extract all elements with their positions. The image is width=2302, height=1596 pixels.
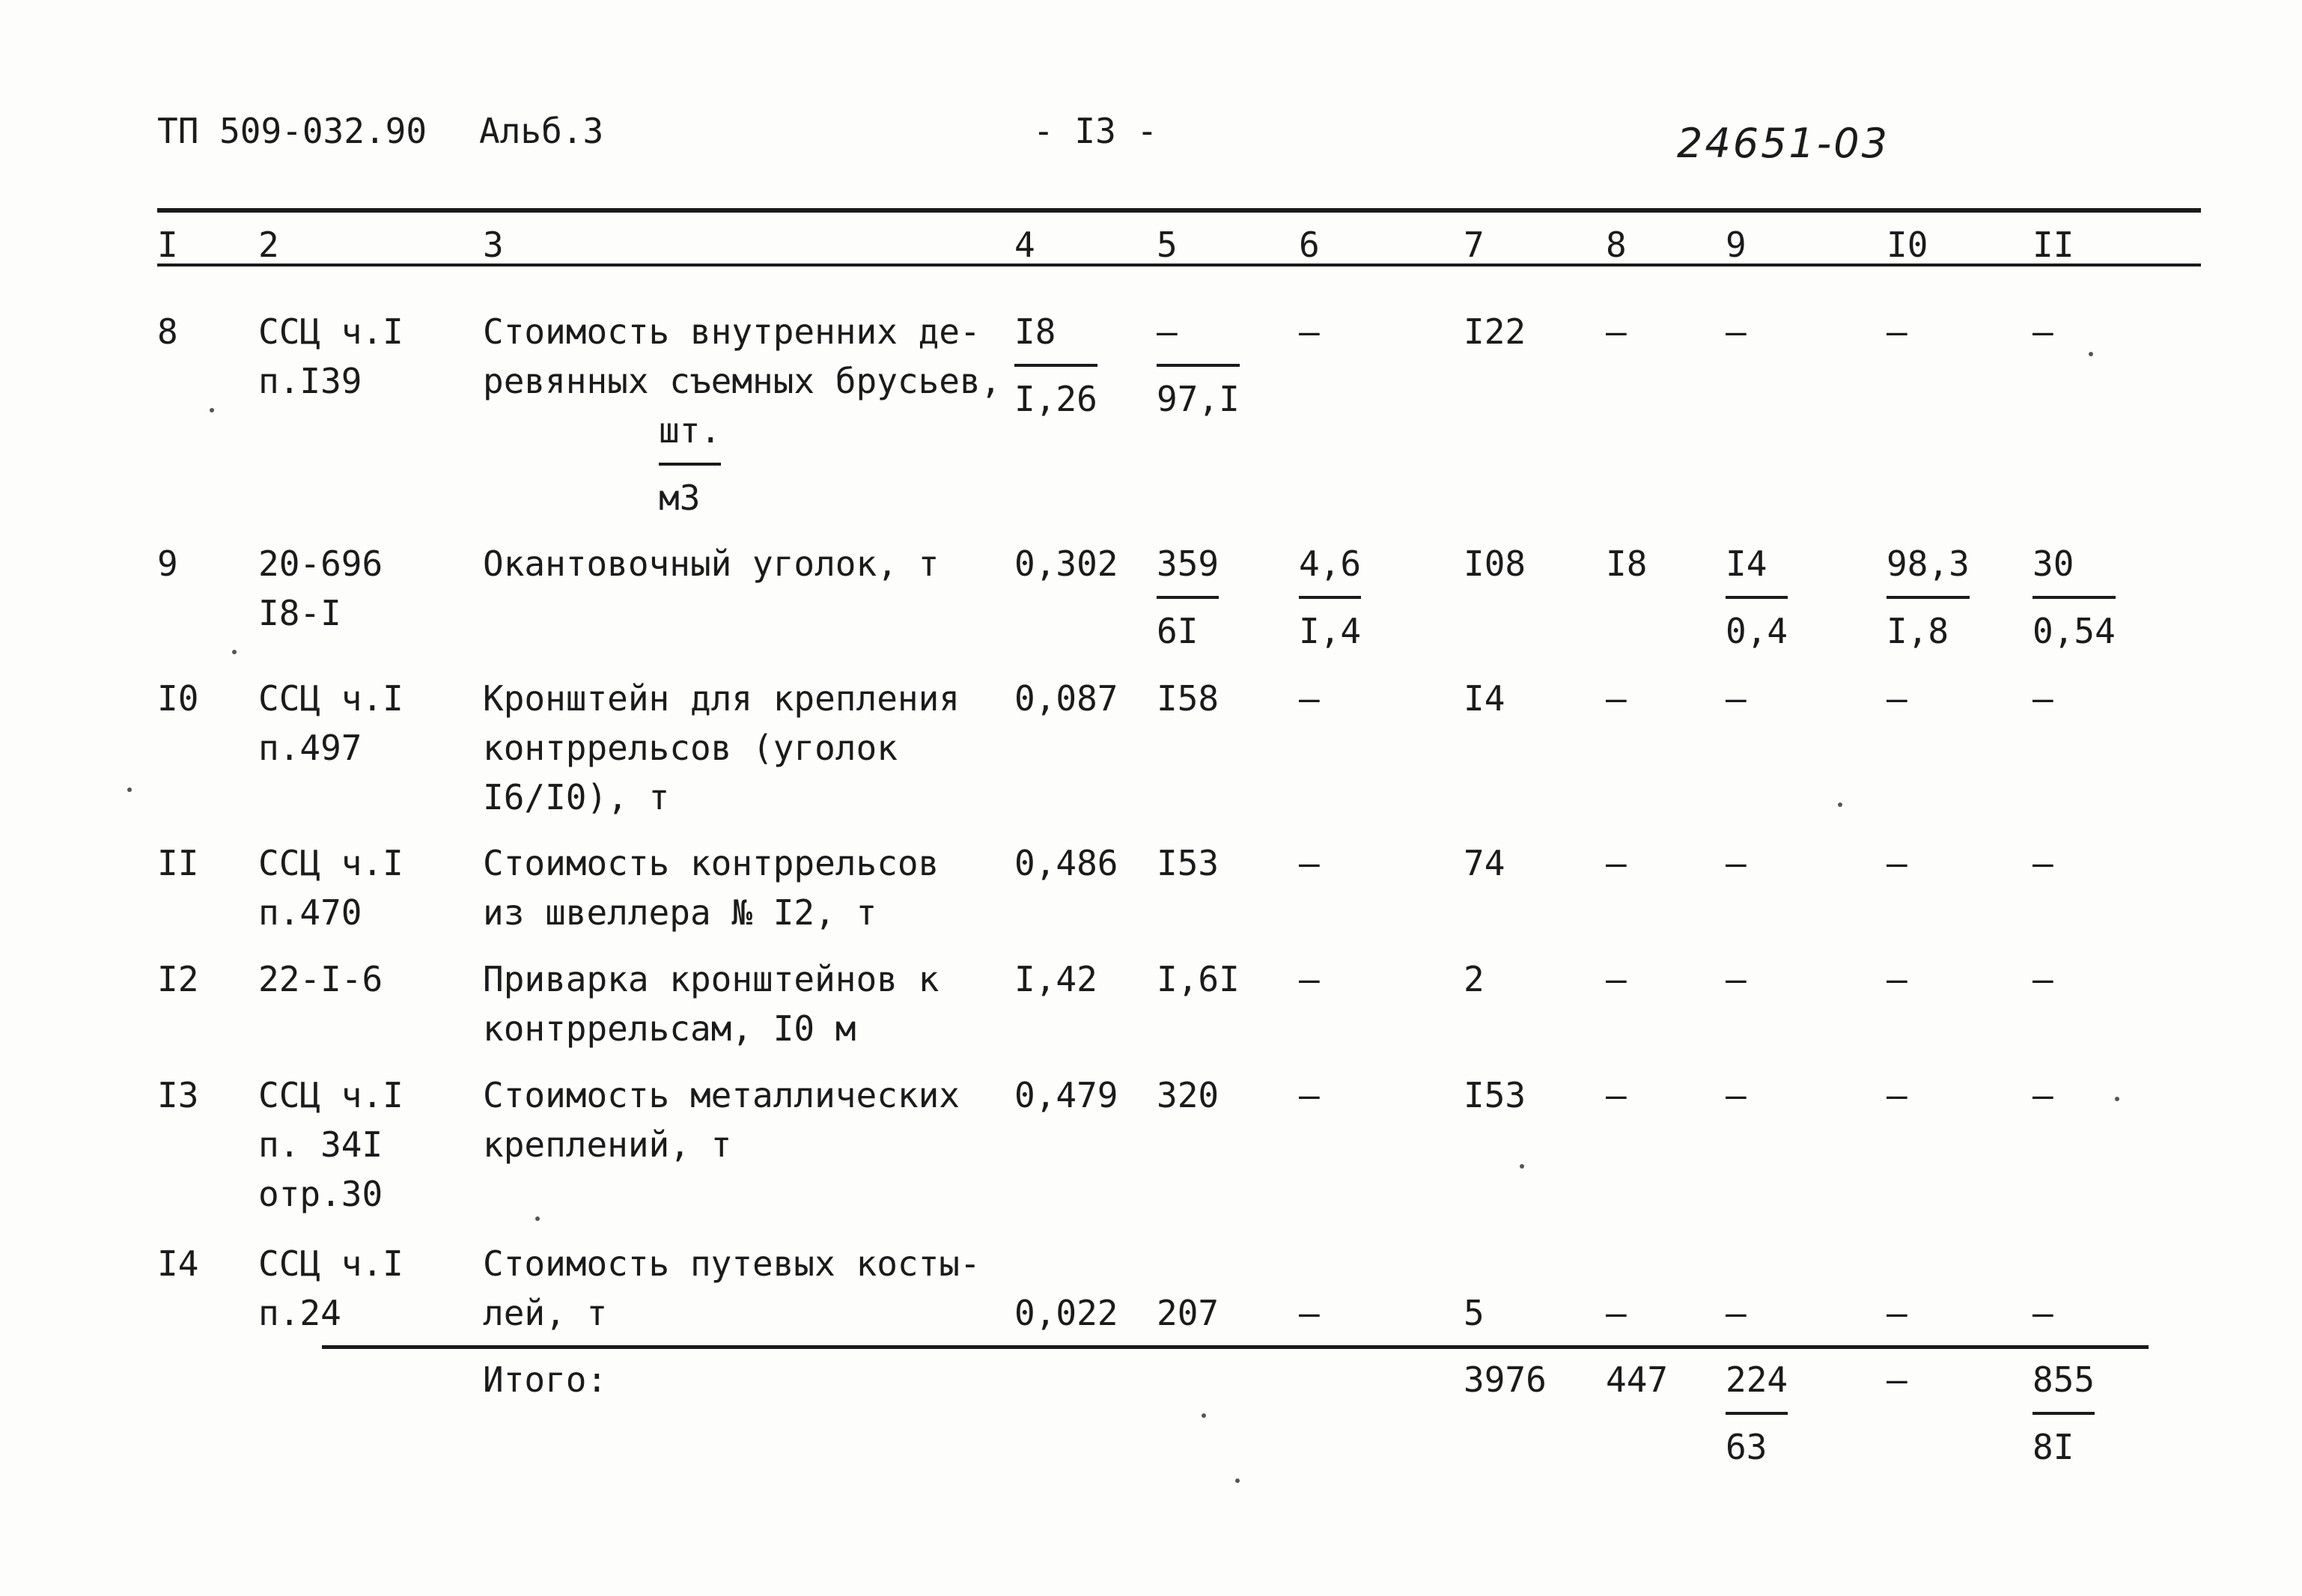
column-6-value: – xyxy=(1299,1075,1320,1115)
column-6-value: – xyxy=(1299,1293,1320,1333)
price-reference-line: п.I39 xyxy=(258,361,362,401)
column-6-value: – xyxy=(1299,959,1320,999)
column-11-value: – xyxy=(2032,843,2053,883)
column-number: 4 xyxy=(1014,225,1035,265)
price-reference xyxy=(258,1239,404,1338)
fraction xyxy=(1299,539,1361,656)
numerator: 30 xyxy=(2032,539,2116,599)
fraction xyxy=(1726,539,1788,656)
price-reference-line: I8-I xyxy=(258,593,341,633)
column-11-value: – xyxy=(2032,1075,2053,1115)
column-8-value: – xyxy=(1606,311,1627,352)
column-8-value: – xyxy=(1606,678,1627,719)
price-reference-line: п. 34I xyxy=(258,1124,383,1165)
column-9-value: – xyxy=(1726,678,1747,719)
description-line: Стоимость контррельсов xyxy=(483,843,940,883)
inventory-number: 24651-03 xyxy=(1677,120,1890,167)
row-number: I4 xyxy=(157,1243,199,1284)
numerator: 98,3 xyxy=(1887,539,1970,599)
column-6-value: – xyxy=(1299,843,1320,883)
total-column-10: – xyxy=(1887,1359,1907,1400)
column-5-value xyxy=(1157,539,1219,656)
description-line: I6/I0), т xyxy=(483,777,670,817)
description-line: Стоимость металлических xyxy=(483,1075,960,1115)
column-11-value: – xyxy=(2032,678,2053,719)
item-description xyxy=(483,674,960,822)
column-7-value: 5 xyxy=(1464,1293,1485,1333)
denominator: I,4 xyxy=(1299,611,1362,651)
column-7-value: I22 xyxy=(1464,311,1526,352)
column-8-value: – xyxy=(1606,1293,1627,1333)
column-9-value: – xyxy=(1726,311,1747,352)
fraction xyxy=(2032,539,2116,656)
column-4-value: 0,479 xyxy=(1014,1075,1118,1115)
column-7-value: I08 xyxy=(1464,543,1526,584)
column-9-value: – xyxy=(1726,1293,1747,1333)
column-10-value xyxy=(1887,539,1970,656)
price-reference xyxy=(258,307,404,406)
item-description xyxy=(483,954,939,1053)
column-4-value: 0,087 xyxy=(1014,678,1118,719)
numerator: 4,6 xyxy=(1299,539,1361,599)
description-line: ревянных съемных брусьев, xyxy=(483,361,1002,401)
column-10-value: – xyxy=(1887,1293,1907,1333)
description-line: Окантовочный уголок, т xyxy=(483,543,940,584)
description-line: из швеллера № I2, т xyxy=(483,892,877,933)
description-line: контррельсов (уголок xyxy=(483,728,898,768)
item-description xyxy=(483,539,939,588)
description-line: лей, т xyxy=(483,1293,608,1333)
numerator: – xyxy=(1157,307,1240,367)
total-rule xyxy=(322,1345,2149,1349)
numerator: 855 xyxy=(2032,1355,2095,1415)
column-10-value: – xyxy=(1887,959,1907,999)
price-reference-line: п.470 xyxy=(258,892,362,933)
column-11-value: – xyxy=(2032,959,2053,999)
scan-speck xyxy=(127,788,132,792)
column-4-value xyxy=(1014,307,1097,424)
column-number: II xyxy=(2032,225,2074,265)
column-11-value xyxy=(2032,539,2116,656)
column-number: 8 xyxy=(1606,225,1627,265)
price-reference xyxy=(258,838,404,937)
column-9-value: – xyxy=(1726,1075,1747,1115)
price-reference-line: п.497 xyxy=(258,728,362,768)
column-9-value: – xyxy=(1726,843,1747,883)
denominator: 63 xyxy=(1726,1427,1767,1467)
fraction xyxy=(1726,1355,1788,1472)
row-number: I0 xyxy=(157,678,199,719)
column-6-value: – xyxy=(1299,678,1320,719)
scan-speck xyxy=(1838,802,1842,807)
total-column-7: 3976 xyxy=(1464,1359,1547,1400)
denominator: I,26 xyxy=(1014,379,1097,419)
numerator: шт. xyxy=(659,406,721,466)
column-number: 7 xyxy=(1464,225,1485,265)
price-reference-line: 20-696 xyxy=(258,543,383,584)
column-5-value: I,6I xyxy=(1157,959,1240,999)
row-number: 8 xyxy=(157,311,178,352)
denominator: 8I xyxy=(2032,1427,2074,1467)
total-column-9 xyxy=(1726,1355,1788,1472)
column-number-row xyxy=(0,225,2302,269)
column-number: 6 xyxy=(1299,225,1320,265)
column-number: 3 xyxy=(483,225,504,265)
scan-speck xyxy=(1202,1413,1206,1418)
column-7-value: 2 xyxy=(1464,959,1485,999)
denominator: м3 xyxy=(659,478,701,518)
column-8-value: I8 xyxy=(1606,543,1648,584)
description-line: контррельсам, I0 м xyxy=(483,1008,856,1049)
column-number: 2 xyxy=(258,225,279,265)
document-code: ТП 509-032.90 xyxy=(157,111,427,151)
numerator: I4 xyxy=(1726,539,1788,599)
fraction xyxy=(1157,539,1219,656)
page-number: - I3 - xyxy=(1033,111,1158,151)
total-label: Итого: xyxy=(483,1359,608,1400)
description-line: креплений, т xyxy=(483,1124,732,1165)
column-8-value: – xyxy=(1606,1075,1627,1115)
item-description xyxy=(483,307,1001,406)
column-8-value: – xyxy=(1606,959,1627,999)
price-reference xyxy=(258,954,383,1004)
column-11-value: – xyxy=(2032,1293,2053,1333)
column-number: I0 xyxy=(1887,225,1928,265)
row-number: I3 xyxy=(157,1075,199,1115)
numerator: I8 xyxy=(1014,307,1097,367)
scan-speck xyxy=(1235,1478,1240,1483)
column-8-value: – xyxy=(1606,843,1627,883)
numerator: 359 xyxy=(1157,539,1219,599)
item-description xyxy=(483,1070,960,1169)
column-10-value: – xyxy=(1887,1075,1907,1115)
column-5-value: 320 xyxy=(1157,1075,1219,1115)
column-6-value xyxy=(1299,539,1361,656)
column-4-value: 0,302 xyxy=(1014,543,1118,584)
price-reference-line: ССЦ ч.I xyxy=(258,678,404,719)
column-number: 5 xyxy=(1157,225,1178,265)
column-5-value: I53 xyxy=(1157,843,1219,883)
column-5-value: I58 xyxy=(1157,678,1219,719)
column-number: I xyxy=(157,225,178,265)
fraction xyxy=(1014,307,1097,424)
scan-speck xyxy=(1520,1164,1524,1169)
column-5-value: 207 xyxy=(1157,1293,1219,1333)
price-reference-line: отр.30 xyxy=(258,1174,383,1214)
description-line: Стоимость внутренних де- xyxy=(483,311,981,352)
column-10-value: – xyxy=(1887,678,1907,719)
scan-speck xyxy=(2089,352,2093,356)
price-reference-line: ССЦ ч.I xyxy=(258,1243,404,1284)
row-number: II xyxy=(157,843,199,883)
column-4-value: I,42 xyxy=(1014,959,1097,999)
total-column-11 xyxy=(2032,1355,2095,1472)
denominator: 0,54 xyxy=(2032,611,2116,651)
column-4-value: 0,486 xyxy=(1014,843,1118,883)
row-number: 9 xyxy=(157,543,178,584)
unit-fraction xyxy=(659,406,721,523)
column-5-value xyxy=(1157,307,1240,424)
scan-speck xyxy=(210,408,214,412)
denominator: 97,I xyxy=(1157,379,1240,419)
fraction xyxy=(659,406,721,523)
price-reference-line: ССЦ ч.I xyxy=(258,1075,404,1115)
column-7-value: I4 xyxy=(1464,678,1505,719)
header-rule-top xyxy=(157,208,2201,213)
column-6-value: – xyxy=(1299,311,1320,352)
description-line: Стоимость путевых косты- xyxy=(483,1243,981,1284)
fraction xyxy=(1887,539,1970,656)
item-description xyxy=(483,838,939,937)
price-reference xyxy=(258,539,383,638)
column-7-value: I53 xyxy=(1464,1075,1526,1115)
denominator: I,8 xyxy=(1887,611,1949,651)
price-reference-line: 22-I-6 xyxy=(258,959,383,999)
price-reference-line: ССЦ ч.I xyxy=(258,843,404,883)
column-number: 9 xyxy=(1726,225,1747,265)
scan-speck xyxy=(2115,1097,2119,1101)
denominator: 6I xyxy=(1157,611,1199,651)
column-11-value: – xyxy=(2032,311,2053,352)
item-description xyxy=(483,1239,981,1338)
column-10-value: – xyxy=(1887,311,1907,352)
numerator: 224 xyxy=(1726,1355,1788,1415)
fraction xyxy=(1157,307,1240,424)
column-9-value: – xyxy=(1726,959,1747,999)
price-reference xyxy=(258,674,404,773)
row-number: I2 xyxy=(157,959,199,999)
denominator: 0,4 xyxy=(1726,611,1788,651)
price-reference-line: ССЦ ч.I xyxy=(258,311,404,352)
scan-speck xyxy=(232,650,237,654)
fraction xyxy=(2032,1355,2095,1472)
column-10-value: – xyxy=(1887,843,1907,883)
album-number: Альб.3 xyxy=(479,111,604,151)
scan-speck xyxy=(535,1216,540,1221)
column-4-value: 0,022 xyxy=(1014,1293,1118,1333)
price-reference-line: п.24 xyxy=(258,1293,341,1333)
description-line: Кронштейн для крепления xyxy=(483,678,960,719)
column-7-value: 74 xyxy=(1464,843,1505,883)
total-column-8: 447 xyxy=(1606,1359,1669,1400)
column-9-value xyxy=(1726,539,1788,656)
price-reference xyxy=(258,1070,404,1219)
description-line: Приварка кронштейнов к xyxy=(483,959,940,999)
